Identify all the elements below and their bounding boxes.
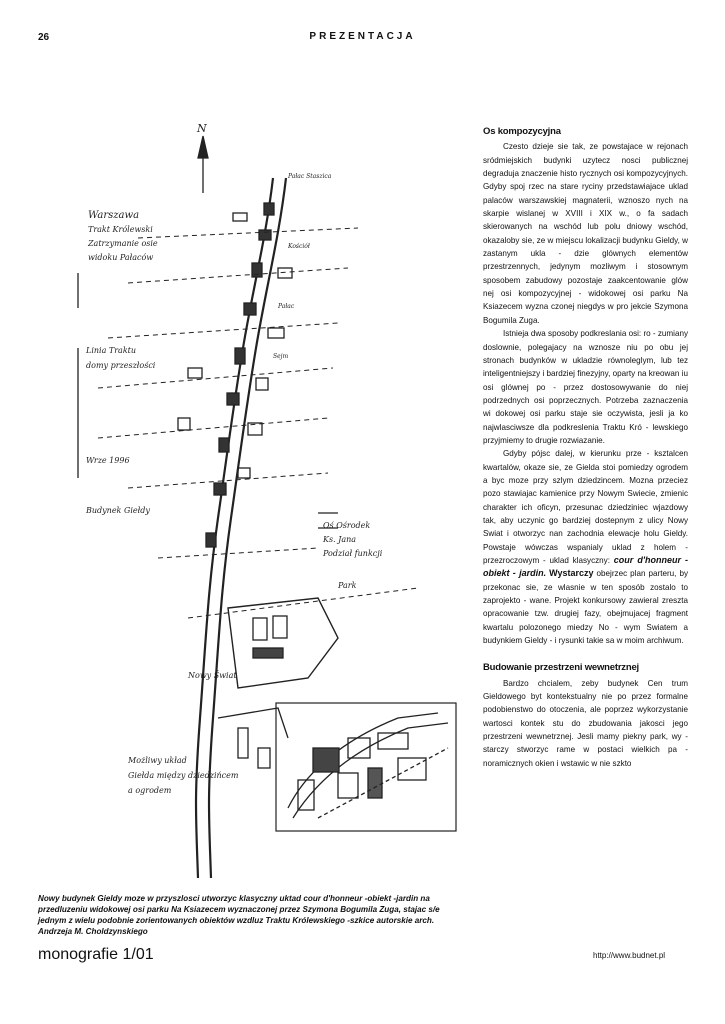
inset-block: [398, 758, 426, 780]
bold-text: Wystarczy: [549, 568, 594, 579]
block: [264, 203, 274, 215]
block: [219, 438, 229, 452]
sketch-note: a ogrodem: [128, 786, 172, 795]
sketch-note: Budynek Giełdy: [86, 506, 150, 515]
sketch-note: Oś Ośrodek: [323, 521, 371, 530]
block: [258, 748, 270, 768]
sketch-note: Park: [338, 581, 357, 590]
emphasis-text: cour d'honneur - obiekt - jardin.: [483, 555, 689, 579]
axis: [98, 368, 333, 388]
sketch-note: Ks. Jana: [323, 535, 357, 544]
axis: [98, 418, 328, 438]
footer-publication: monografie 1/01: [38, 946, 154, 963]
block: [252, 263, 262, 277]
sketch-note: Sejm: [273, 353, 289, 360]
sketch-note: Linia Traktu: [86, 346, 137, 355]
block: [227, 393, 239, 405]
axis: [138, 228, 358, 238]
footer-url[interactable]: http://www.budnet.pl: [593, 951, 666, 960]
block: [244, 303, 256, 315]
block: [235, 348, 245, 364]
block: [238, 728, 248, 758]
article-column: [483, 125, 688, 770]
block: [259, 230, 271, 240]
sketch-note: Trakt Królewski: [88, 225, 153, 234]
sketch-drawing: [38, 118, 468, 888]
block: [214, 483, 226, 495]
paragraph: Czesto dzieje sie tak, ze powstajace w rejonach sródmiejskich budynki uzytecz nosci publicznej degraduja znaczenie histo rycznych osi kompozycyjnych. Gdyby spoj rzec na stare ryciny przedstawiajace uklad palaców warszawskiej magnaterii, wznoszo nych na skarpie wislanej w XVIII i XIX w., o fa sadach skierowanych na wschód lub polu dniowy wschód, okazaloby sie, ze w miejscu lokalizacji budynku Gieldy, w zastanym ukla - dzie glównych elementów przestrzennych, jedynym mozliwym i stosownym sposobem zabudowy pozostaje zaakcentowanie glów nej osi kompozycyjnej - widokowej osi parku Na Ksiazecem wyzna czonej niegdys w pro jekcie Szymona Bogumila Zuga.: [483, 142, 688, 325]
axis: [128, 268, 348, 283]
sketch-illustration: [38, 118, 468, 888]
axis: [108, 323, 338, 338]
block: [253, 618, 267, 640]
exchange-area: [228, 598, 338, 688]
inset-block: [298, 780, 314, 810]
inset-block: [338, 773, 358, 798]
inset-block: [313, 748, 339, 772]
sketch-note: Pałac: [278, 303, 295, 310]
sketch-note: Giełda między dziedzińcem: [128, 771, 239, 780]
inset-block: [378, 733, 408, 749]
sketch-note: Pałac Staszica: [288, 173, 332, 180]
sketch-note: Warszawa: [88, 210, 140, 221]
street: [218, 708, 288, 738]
north-arrowhead: [198, 136, 208, 158]
sketch-note: Wrze 1996: [86, 456, 130, 465]
page-number: 26: [38, 32, 50, 43]
block: [238, 468, 250, 478]
inset-block: [368, 768, 382, 798]
sketch-note: Zatrzymanie osie: [88, 239, 158, 248]
paragraph-text: obejrzec plan parteru, by przekonac sie, ze wlasnie w ten sposób zostalo to zaprojekto - wane. Projekt konkursowy zawieral zreszta opracowanie tzw. drugiej fazy, obejmujacej fragment kwartalu polozonego miedzy No - wym Swiatem a budynkiem Gieldy - i rysunki takie sa w moim archiwum.: [483, 569, 689, 646]
sketch-note: Nowy Świat: [188, 671, 237, 680]
figure-caption: Nowy budynek Gieldy moze w przyszlosci utworzyc klasyczny uktad cour d'honneur -obiekt -jardin na przedluzeniu widokowej osi parku Na Ksiazecem wyznaczonej przez Szymona Bogumila Zuga, stajac s/e jednym z wielu podobnie zorientowanych obiektów wzdluz Traktu Królewskiego -szkice autorskie arch. Andrzeja M. Choldzynskiego: [38, 894, 440, 936]
section-heading: Os kompozycyjna: [483, 126, 561, 137]
page-header: PREZENTACJA: [309, 31, 416, 42]
sketch-north-label: N: [197, 122, 207, 135]
axis: [128, 473, 328, 488]
paragraph: Istnieja dwa sposoby podkreslania osi: ro - zumiany doslownie, polegajacy na wznosze niu po obu jej stronach budynków w ukladzie równoleglym, lub tez inteligentniejszy i bardziej finezyjny, oparty na kreowan iu osi glównej po - przez dostosowywanie do niej podrzednych osi poprzecznych. Potrzeba zaznaczenia wi dokowej osi parku staje sie oczywista, jesli ja ko najwlasciwsze dla podkreslenia Traktu Kró - lewskiego przyjmiemy to drugie rozwiazanie.: [483, 329, 688, 445]
block: [256, 378, 268, 390]
block: [233, 213, 247, 221]
paragraph-text: Gdyby pójsc dalej, w kierunku prze - ksztalcen kwartalów, okaze sie, ze Gielda stoi pomiedzy ogrodem a byc moze przy szlym dziedzincem. Mozna przeciez pozo stawiajac kamienice przy Nowym Swiecie, zmienic charakter ich oficyn, przesunac dziedziniec wjazdowy tak, aby uczynic go bardziej dostepnym z ulicy Nowy Swiat i otworzyc nan zachodnia elewacje holu Gieldy. Powstaje wówczas wspanialy uklad z holem - przezroczowym - uklad klasyczny:: [483, 449, 688, 565]
block: [206, 533, 216, 547]
paragraph: Bardzo chcialem, zeby budynek Cen trum Gieldowego byt kontekstualny nie po przez formalne podobienstwo do otoczenia, ale poprzez wykorzystanie wartosci kontek stu do zbudowania jakosci jego przestrzeni wewnetrznej. Jesli mamy piekny park, wy - starczy stworzyc rame w postaci wielkich pa - noramicznych okien i wstawic w nie szkto: [483, 678, 688, 768]
sketch-note: Możliwy układ: [128, 756, 187, 765]
paragraph: [483, 447, 688, 647]
section-heading: Budowanie przestrzeni wewnetrznej: [483, 662, 639, 674]
sketch-note: Podział funkcji: [323, 549, 383, 558]
axis: [158, 548, 318, 558]
block: [278, 268, 292, 278]
sketch-note: Kościół: [288, 243, 310, 250]
block: [273, 616, 287, 638]
block: [188, 368, 202, 378]
block: [253, 648, 283, 658]
block: [178, 418, 190, 430]
inset-plan-frame: [276, 703, 456, 831]
sketch-note: widoku Pałaców: [88, 253, 154, 262]
sketch-note: domy przeszłości: [86, 361, 156, 370]
block: [268, 328, 284, 338]
